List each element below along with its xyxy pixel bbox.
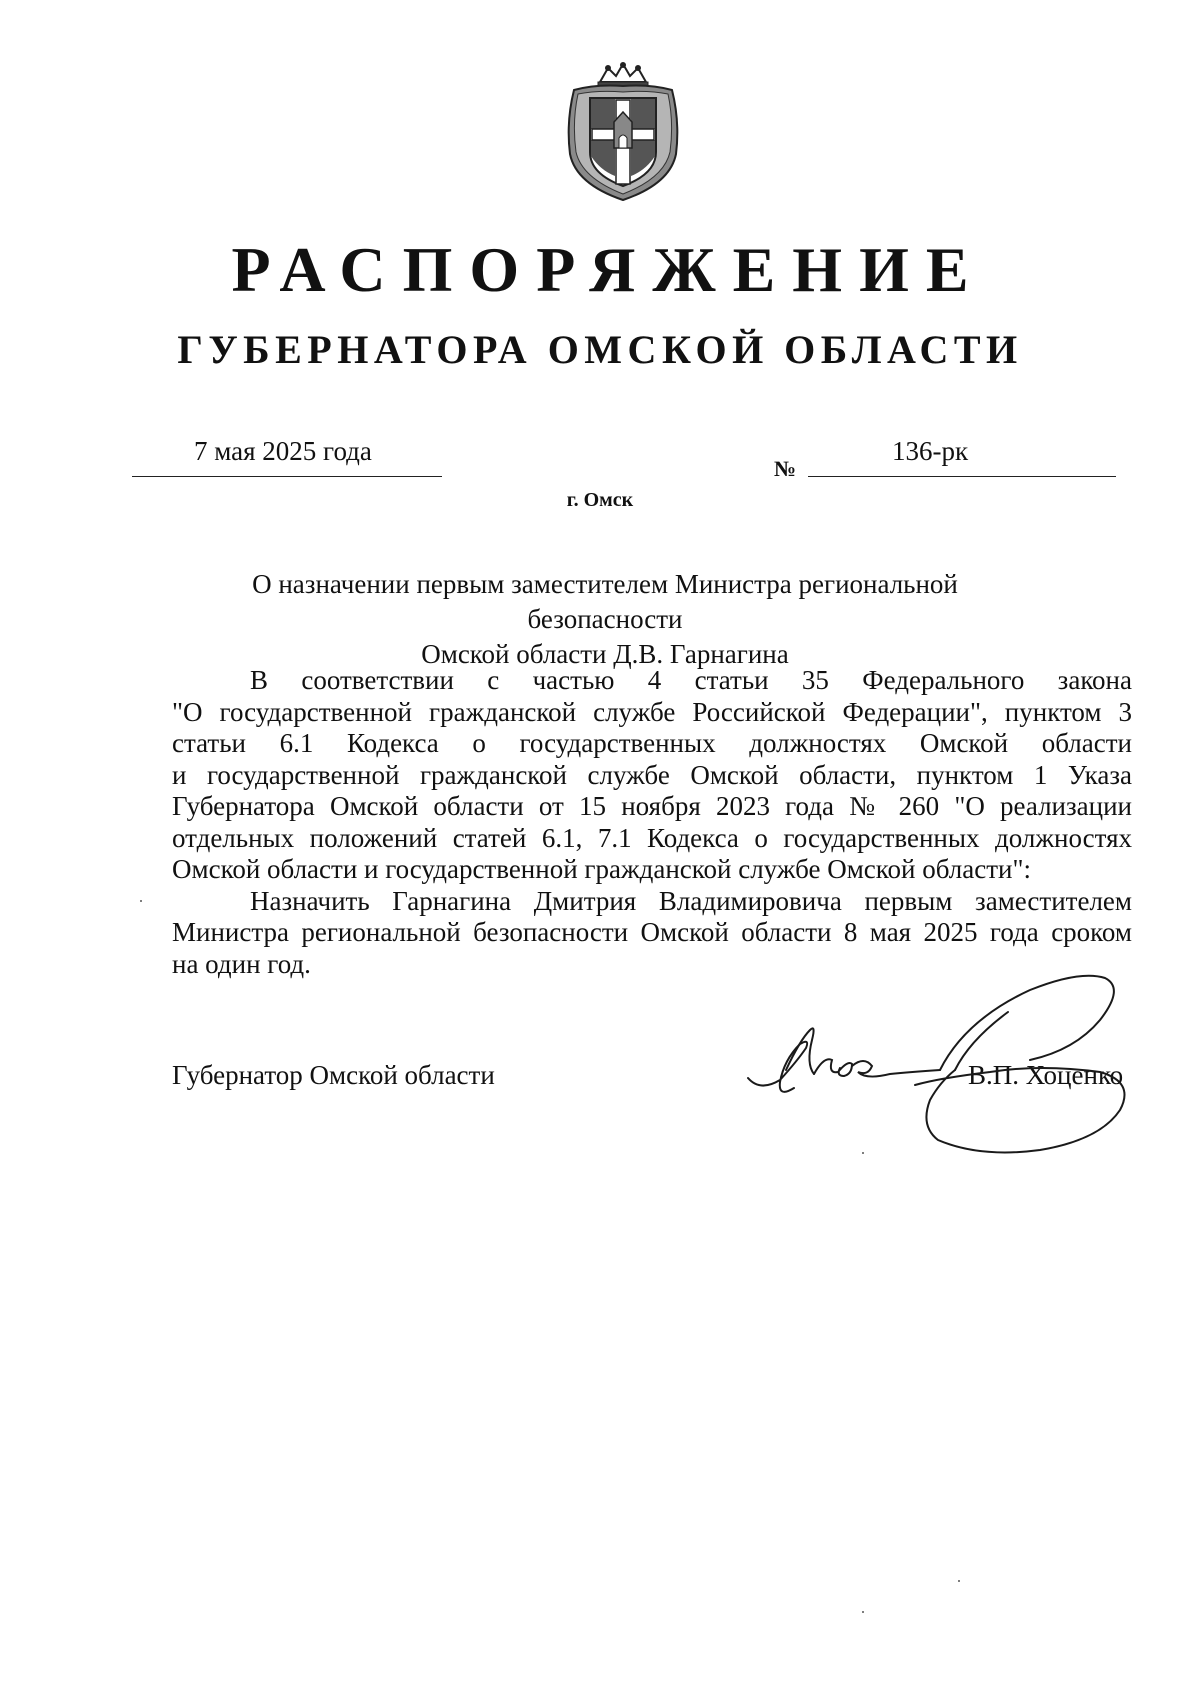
body-line: В соответствии с частью 4 статьи 35 Федерального закона	[250, 665, 1132, 695]
coat-of-arms-icon	[560, 62, 686, 202]
scan-speck	[862, 1152, 864, 1154]
body-line: Назначить Гарнагина Дмитрия Владимировича первым заместителем	[250, 885, 1132, 916]
document-body	[172, 665, 1132, 980]
document-type-title: РАСПОРЯЖЕНИЕ	[231, 234, 986, 305]
body-line: Министра региональной безопасности Омской области 8 мая 2025 года сроком	[172, 917, 1132, 947]
scan-speck	[862, 1611, 864, 1613]
document-subject	[190, 567, 1020, 672]
body-line: "О государственной гражданской службе Российской Федерации", пунктом 3	[172, 696, 1132, 727]
body-line: на один год.	[172, 948, 311, 979]
subject-line: О назначении первым заместителем Министра региональной безопасности	[252, 569, 958, 634]
body-paragraph-basis	[172, 665, 1132, 886]
document-date: 7 мая 2025 года	[194, 436, 372, 466]
body-line: статьи 6.1 Кодекса о государственных должностях Омской области	[172, 728, 1132, 758]
issuer-subtitle: ГУБЕРНАТОРА ОМСКОЙ ОБЛАСТИ	[177, 327, 1023, 372]
signer-name: В.П. Хоценко	[968, 1060, 1124, 1090]
issue-city: г. Омск	[566, 489, 634, 511]
subject-line: Омской области Д.В. Гарнагина	[421, 639, 789, 669]
document-number: 136-рк	[892, 436, 969, 466]
body-line: Омской области и государственной гражданской службе Омской области":	[172, 854, 1032, 884]
number-sign-label: №	[774, 456, 797, 481]
body-line: Губернатора Омской области от 15 ноября 2023 года № 260 "О реализации	[172, 791, 1132, 821]
scan-speck	[140, 900, 142, 902]
number-field	[808, 438, 1116, 477]
body-line: отдельных положений статей 6.1, 7.1 Кодекса о государственных должностях	[172, 822, 1132, 853]
body-line: и государственной гражданской службе Омской области, пунктом 1 Указа	[172, 759, 1132, 790]
date-field	[132, 438, 442, 477]
signer-position: Губернатор Омской области	[172, 1060, 495, 1090]
handwritten-signature-icon	[740, 960, 1140, 1180]
scan-speck	[958, 1580, 960, 1582]
